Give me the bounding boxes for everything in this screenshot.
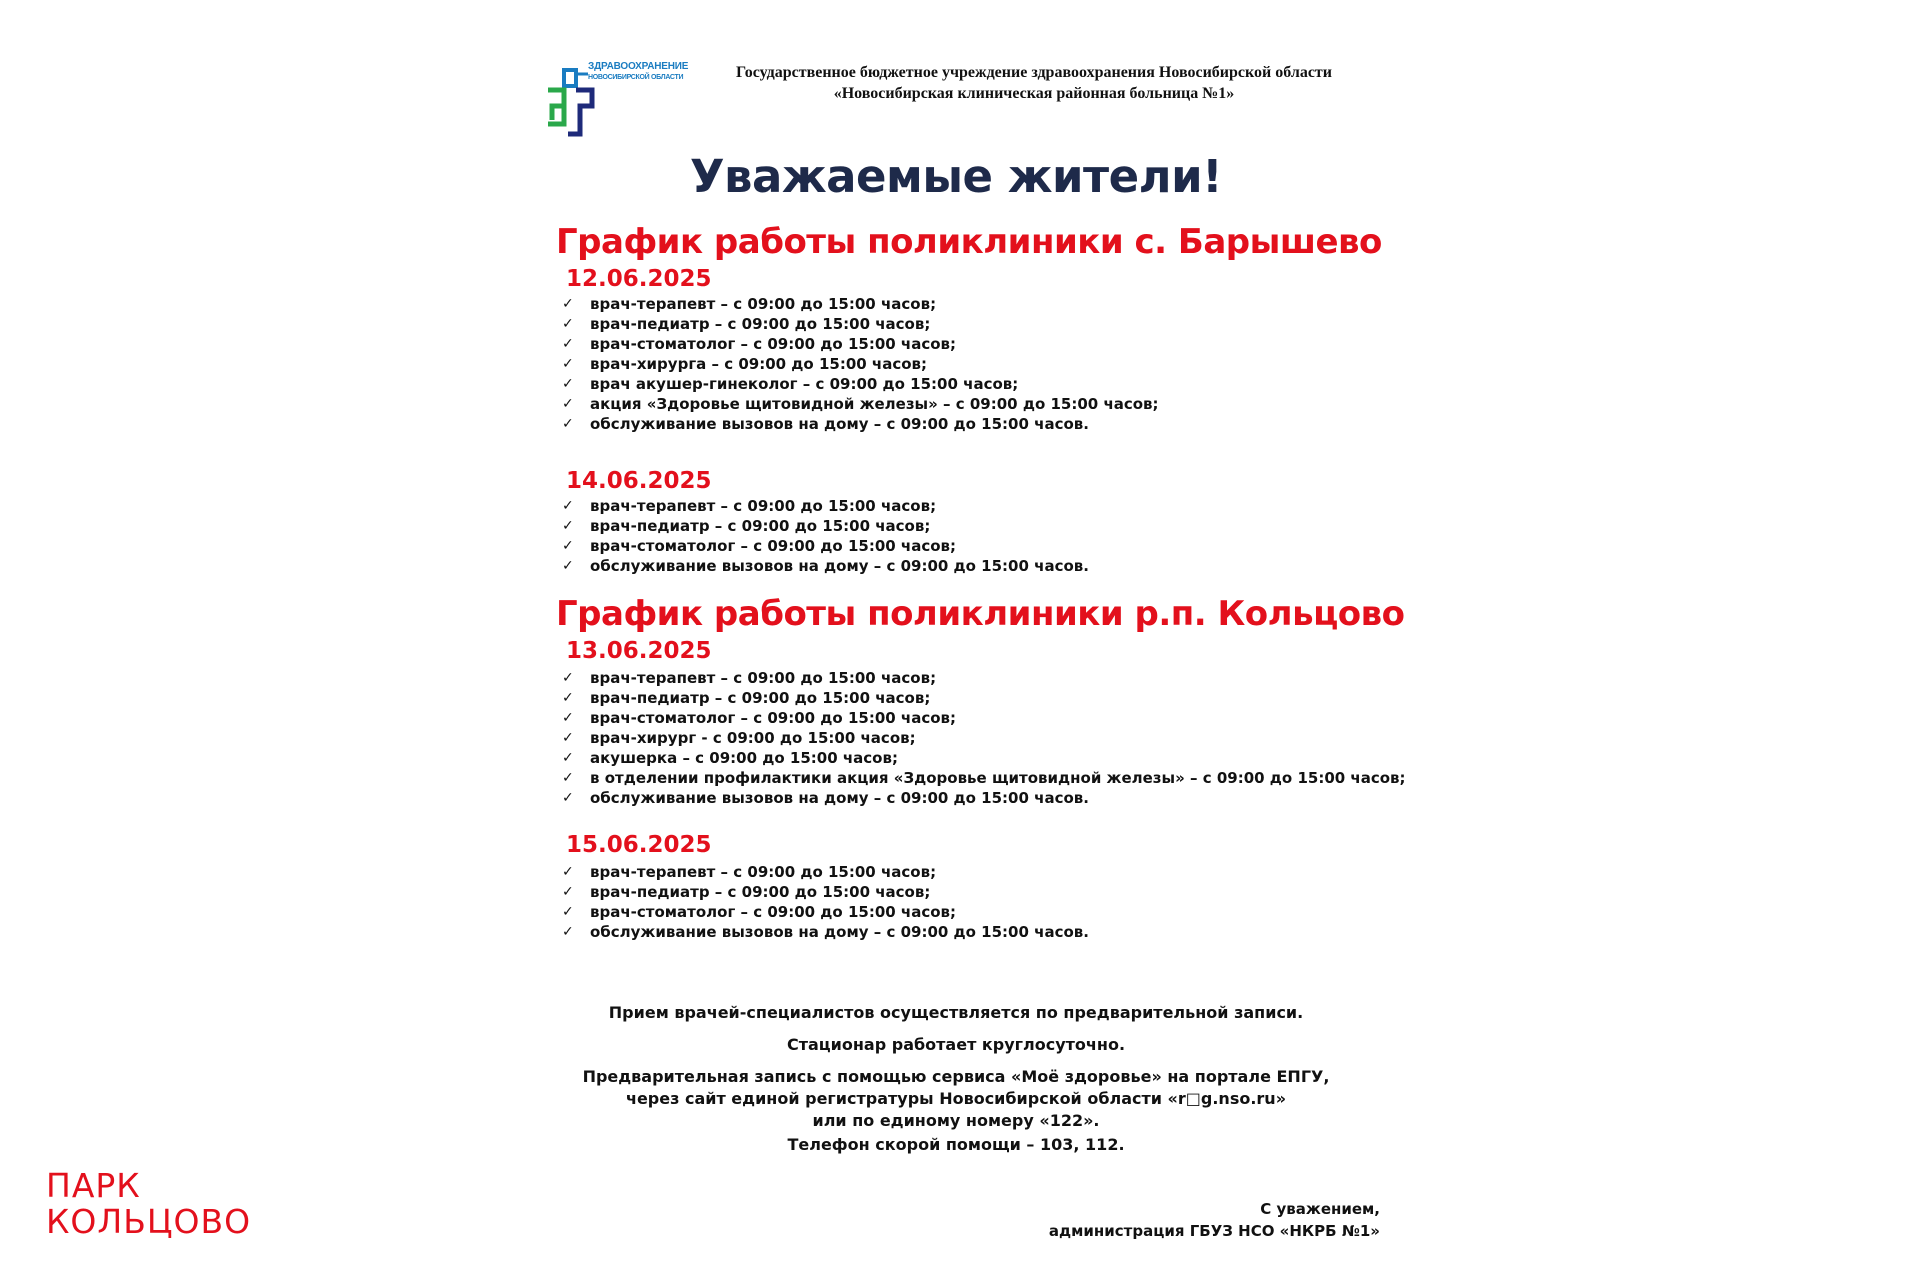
check-icon: ✓ [562,750,574,766]
organization-name [704,62,1364,104]
list-item-text: врач-стоматолог – с 09:00 до 15:00 часов; [590,335,957,353]
schedule-list [562,668,1406,808]
section-title-baryshevo: График работы поликлиники с. Барышево [556,222,1382,262]
check-icon: ✓ [562,538,574,554]
check-icon: ✓ [562,730,574,746]
list-item-text: врач-терапевт – с 09:00 до 15:00 часов; [590,295,937,313]
greeting-heading: Уважаемые жители! [689,150,1223,203]
footer-appointment-note: Прием врачей-специалистов осуществляется по предварительной записи. [608,1003,1304,1022]
schedule-list [562,862,1089,942]
list-item [562,902,1089,922]
list-item [562,314,1159,334]
signature-line-2: администрация ГБУЗ НСО «НКРБ №1» [1048,1222,1380,1240]
list-item [562,556,1089,576]
list-item [562,748,1406,768]
footer-booking-line-3: или по единому номеру «122». [812,1111,1100,1130]
check-icon: ✓ [562,498,574,514]
health-logo [546,61,689,138]
schedule-date: 13.06.2025 [566,638,712,664]
list-item [562,862,1089,882]
footer-ambulance-phone: Телефон скорой помощи – 103, 112. [787,1135,1125,1154]
list-item [562,922,1089,942]
check-icon: ✓ [562,396,574,412]
footer-booking-line-1: Предварительная запись с помощью сервиса «Моё здоровье» на портале ЕПГУ, [582,1067,1330,1086]
list-item [562,414,1159,434]
section-title-koltsovo: График работы поликлиники р.п. Кольцово [556,594,1405,634]
list-item-text: обслуживание вызовов на дому – с 09:00 до 15:00 часов. [590,557,1089,575]
list-item-text: врач-стоматолог – с 09:00 до 15:00 часов; [590,903,957,921]
list-item [562,708,1406,728]
schedule-date: 12.06.2025 [566,266,712,292]
list-item-text: обслуживание вызовов на дому – с 09:00 до 15:00 часов. [590,789,1089,807]
list-item-text: врач-педиатр – с 09:00 до 15:00 часов; [590,883,931,901]
check-icon: ✓ [562,670,574,686]
list-item [562,536,1089,556]
check-icon: ✓ [562,416,574,432]
list-item [562,516,1089,536]
signature-line-1: С уважением, [1260,1200,1380,1218]
list-item [562,496,1089,516]
list-item-text: акция «Здоровье щитовидной железы» – с 09:00 до 15:00 часов; [590,395,1159,413]
check-icon: ✓ [562,296,574,312]
org-line-1: Государственное бюджетное учреждение здравоохранения Новосибирской области [735,64,1332,81]
check-icon: ✓ [562,356,574,372]
list-item [562,728,1406,748]
list-item [562,688,1406,708]
logo-line-1: ЗДРАВООХРАНЕНИЕ [588,61,689,72]
list-item-text: врач-педиатр – с 09:00 до 15:00 часов; [590,315,931,333]
list-item-text: врач-терапевт – с 09:00 до 15:00 часов; [590,497,937,515]
list-item [562,334,1159,354]
list-item [562,768,1406,788]
list-item-text: врач-педиатр – с 09:00 до 15:00 часов; [590,689,931,707]
check-icon: ✓ [562,770,574,786]
list-item-text: в отделении профилактики акция «Здоровье щитовидной железы» – с 09:00 до 15:00 часов; [590,769,1406,787]
list-item [562,788,1406,808]
park-logo-line-1: ПАРК [46,1166,141,1205]
list-item [562,294,1159,314]
list-item-text: врач акушер-гинеколог – с 09:00 до 15:00 часов; [590,375,1019,393]
check-icon: ✓ [562,710,574,726]
list-item [562,354,1159,374]
check-icon: ✓ [562,690,574,706]
list-item [562,394,1159,414]
check-icon: ✓ [562,790,574,806]
logo-line-2: НОВОСИБИРСКОЙ ОБЛАСТИ [588,74,684,81]
check-icon: ✓ [562,924,574,940]
park-logo-line-2: КОЛЬЦОВО [46,1202,252,1241]
list-item-text: врач-стоматолог – с 09:00 до 15:00 часов; [590,537,957,555]
park-koltsovo-logo [46,1168,251,1240]
check-icon: ✓ [562,864,574,880]
check-icon: ✓ [562,376,574,392]
footer-hospital-note: Стационар работает круглосуточно. [786,1035,1126,1054]
health-logo-text [588,62,688,81]
list-item [562,668,1406,688]
schedule-date: 14.06.2025 [566,468,712,494]
list-item-text: акушерка – с 09:00 до 15:00 часов; [590,749,898,767]
list-item [562,882,1089,902]
list-item-text: обслуживание вызовов на дому – с 09:00 до 15:00 часов. [590,923,1089,941]
document-header [546,62,1366,142]
schedule-list [562,496,1089,576]
schedule-date: 15.06.2025 [566,832,712,858]
list-item-text: врач-терапевт – с 09:00 до 15:00 часов; [590,863,937,881]
schedule-list [562,294,1159,434]
list-item-text: врач-хирурга – с 09:00 до 15:00 часов; [590,355,928,373]
check-icon: ✓ [562,884,574,900]
list-item-text: врач-хирург - с 09:00 до 15:00 часов; [590,729,916,747]
org-line-2: «Новосибирская клиническая районная больница №1» [833,85,1235,102]
check-icon: ✓ [562,336,574,352]
list-item-text: врач-терапевт – с 09:00 до 15:00 часов; [590,669,937,687]
list-item-text: обслуживание вызовов на дому – с 09:00 до 15:00 часов. [590,415,1089,433]
list-item-text: врач-стоматолог – с 09:00 до 15:00 часов; [590,709,957,727]
signature-block [1049,1198,1380,1242]
list-item [562,374,1159,394]
footer-booking-line-2: через сайт единой регистратуры Новосибирской области «r□g.nso.ru» [625,1089,1287,1108]
check-icon: ✓ [562,558,574,574]
list-item-text: врач-педиатр – с 09:00 до 15:00 часов; [590,517,931,535]
check-icon: ✓ [562,904,574,920]
check-icon: ✓ [562,316,574,332]
check-icon: ✓ [562,518,574,534]
